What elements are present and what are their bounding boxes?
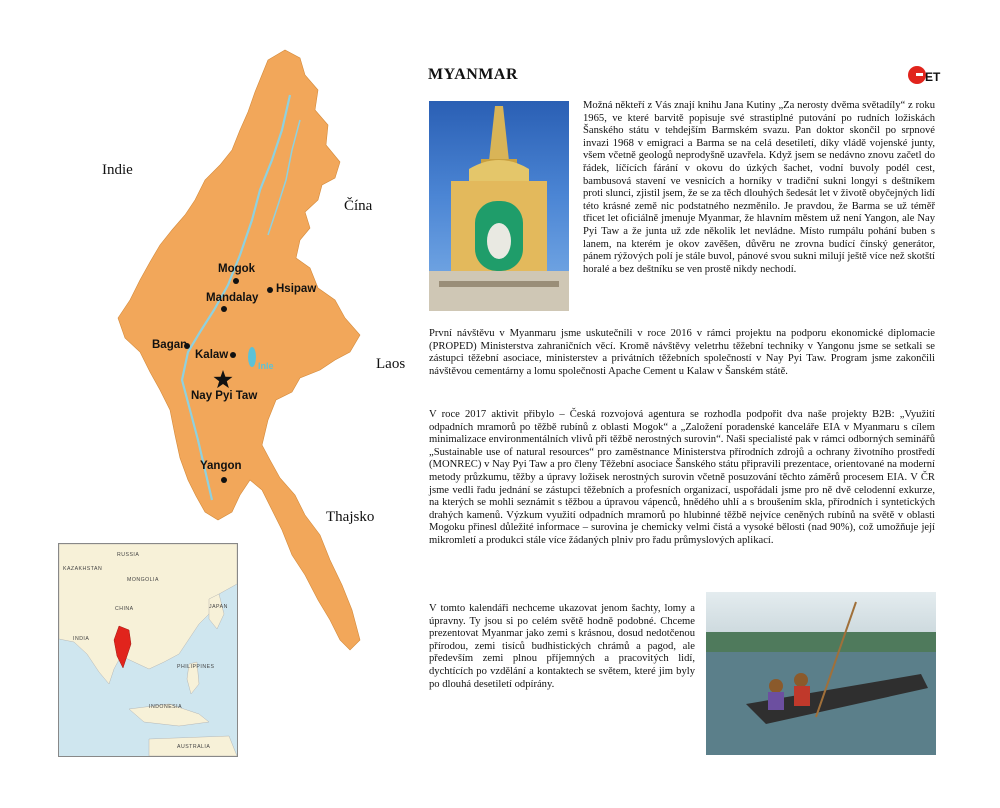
city-dot-mandalay (221, 306, 227, 312)
paragraph-calendar: V tomto kalendáři nechceme ukazovat jenom šachty, lomy a úpravny. Ty jsou si po celém světě hodně podobné. Chceme prezentovat Myanmar jako zemi s krásnou, dosud nedotčenou přírodou, zemi tisíců budhistických chrámů a pagod, ale především zemi plnou příjemných a pracovitých lidí, dychtících po vzdělání a kontaktech se světem, které jim byly po dlouhá desetiletí odpírány. (429, 603, 695, 690)
city-dot-yangon (221, 477, 227, 483)
label-china: Čína (344, 198, 373, 214)
label-india: Indie (102, 162, 133, 178)
inset-label-australia: AUSTRALIA (177, 744, 211, 750)
label-laos: Laos (376, 356, 406, 372)
inset-label-japan: JAPAN (209, 604, 228, 610)
boat-drawing (706, 592, 936, 755)
label-bagan: Bagan (152, 339, 188, 351)
label-inle: Inle (258, 361, 274, 371)
label-thailand: Thajsko (326, 509, 375, 525)
inset-land (59, 544, 237, 756)
label-kalaw: Kalaw (195, 349, 229, 361)
inset-label-russia: RUSSIA (117, 552, 140, 558)
pagoda-drawing (429, 101, 569, 311)
inset-label-mongolia: MONGOLIA (127, 577, 159, 583)
paragraph-2017: V roce 2017 aktivit přibylo – Česká rozvojová agentura se rozhodla podpořit dva naše projekty B2B: „Využití odpadních mramorů po těžbě rubínů z oblasti Mogok“ a „Založení poradenské kanceláře EIA v Myanmaru s cílem minimalizace environmentálních vlivů při těžbě nerostných surovin“. Naši specialisté pak v rámci odborných seminářů „Sustainable use of natural resources“ pro zaměstnance Ministerstva přírodních zdrojů a ochrany životního prostředí (MONREC) v Nay Pyi Taw a pro členy Těžební asociace Šanského státu připravili prezentace, orientované na moderní metody průzkumu, těžby a úpravy ložisek nerostných surovin včetně posuzování těchto záměrů procesem EIA. V ČR jsme vedli řadu jednání se zástupci těžebních a profesních organizací, uspořádali jsme pro ně dvě celodenní exkurze, na kterých se mohli seznámit s těžbou a úpravou vápenců, hnědého uhlí a s broušením skla, přírodních i syntetických drahých kamenů. Výzkum využití odpadních mramorů po hlubinné těžbě nejvíce ceněných rubínů na světě v oblasti Mogoku přinesl důležité informace – surovina je chemicky velmi čistá a vysoké bělosti (nad 90%), což umožňuje její mikromletí a produkci stále více žádaných plniv pro řadu průmyslových aplikací. (429, 409, 935, 546)
inset-locator-map (58, 543, 238, 757)
boat-photo (706, 592, 936, 755)
city-dot-mogok (233, 278, 239, 284)
label-yangon: Yangon (200, 460, 242, 472)
inset-label-india: INDIA (73, 636, 90, 642)
paragraph-first-visit: První návštěvu v Myanmaru jsme uskutečnili v roce 2016 v rámci projektu na podporu ekonomické diplomacie (PROPED) Ministerstva zahraničních věcí. Kromě návštěvy veletrhu těžební techniky v Yangonu jsme se setkali se zástupci těžební asociace, ministerstev a privátních těžebních společností v Nay Pyi Taw. Program jsme zakončili návštěvou cementárny a lomu společnosti Apache Cement u Kalaw v Šanském státě. (429, 328, 935, 377)
paragraph-intro: Možná někteří z Vás znají knihu Jana Kutiny „Za nerosty dvěma světadíly“ z roku 1965, ve které barvitě popisuje své strastiplné putování po rudních ložiskách Šanského státu v tehdejším Barmském svazu. Pan doktor skončil po srpnové invazi 1968 v emigraci a Barma se na celá desetiletí, díky vládě vojenské junty, všem včetně geologů neprodyšně uzavřela. Když jsem se nedávno znovu začetl do řádek, líčících fárání v okovu do úzkých šachet, vodní buvoly podél cest, bambusová stavení ve vesnicích a horníky v tradiční sukni longyi s deštníkem proti slunci, zjistil jsem, že se za těch dlouhých šedesát let v životě obyčejných lidí této krásné země nic podstatného nezměnilo. Je pravdou, že Barma se už téměř třicet let oficiálně jmenuje Myanmar, že hlavním městem už není Yangon, ale Nay Pyi Taw a že junta už zde několik let nevládne. Místo rumpálu pohání buben s lanem, na kterém je okov zavěšen, důvěru ne zrovna budící čínský generátor, pánem rýžových polí je stále buvol, pánové svou sukni milují ještě více než skotští horalé a bez deštníku se ven prostě nikdy nechodí. (583, 100, 935, 275)
inset-label-philippines: PHILIPPINES (177, 664, 215, 670)
inset-label-china: CHINA (115, 606, 134, 612)
city-dot-kalaw (230, 352, 236, 358)
svg-text:ET: ET (925, 70, 941, 84)
inset-label-indonesia: INDONESIA (149, 704, 183, 710)
label-mogok: Mogok (218, 263, 256, 275)
page-title: MYANMAR (428, 66, 519, 83)
get-logo (907, 64, 945, 86)
label-hsipaw: Hsipaw (276, 283, 317, 295)
label-mandalay: Mandalay (206, 292, 259, 304)
label-naypyitaw: Nay Pyi Taw (191, 390, 258, 402)
city-dot-hsipaw (267, 287, 273, 293)
inset-label-kazakhstan: KAZAKHSTAN (63, 566, 103, 572)
pagoda-photo (429, 101, 569, 311)
inle-lake (248, 347, 256, 367)
